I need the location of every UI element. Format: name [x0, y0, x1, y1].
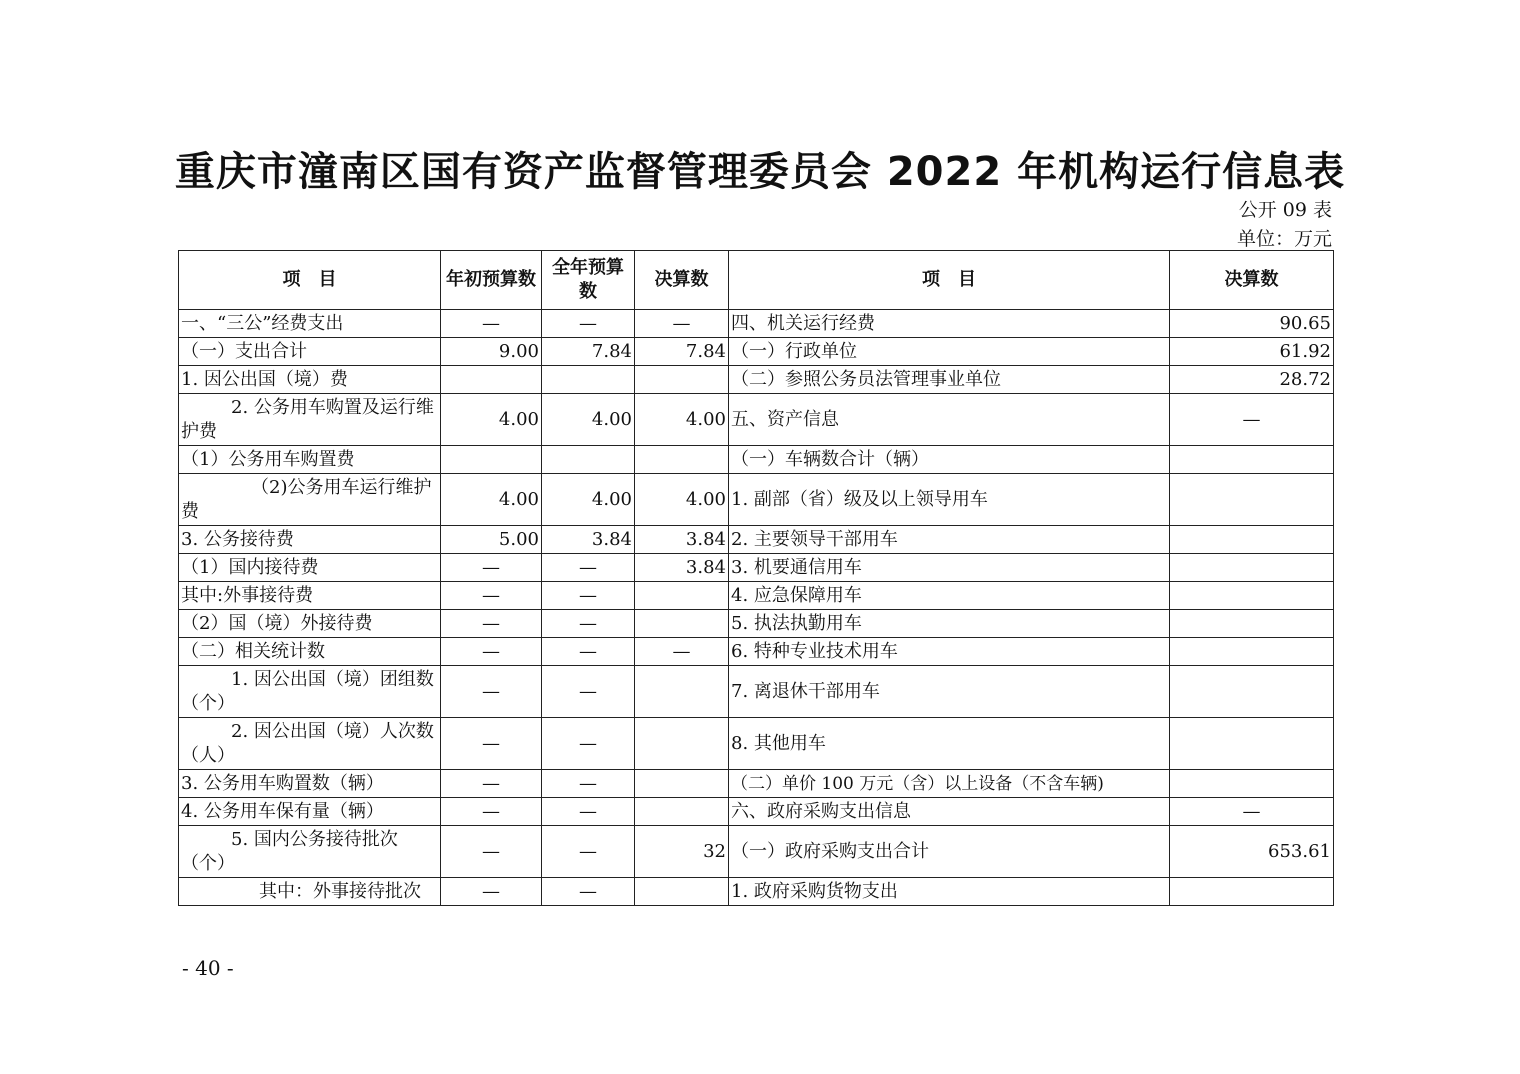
- annual-budget-cell: —: [542, 770, 635, 798]
- table-row: [179, 798, 1334, 826]
- table-row: [179, 770, 1334, 798]
- annual-budget-cell: [542, 366, 635, 394]
- final-amount-cell: [635, 582, 729, 610]
- right-item-label: 7. 离退休干部用车: [729, 666, 1170, 718]
- annual-budget-cell: —: [542, 310, 635, 338]
- table-row: [179, 526, 1334, 554]
- right-final-amount-cell: [1170, 638, 1334, 666]
- table-row: [179, 826, 1334, 878]
- row-label: （2)公务用车运行维护费: [179, 474, 441, 526]
- row-label: （1）公务用车购置费: [179, 446, 441, 474]
- right-item-label: 6. 特种专业技术用车: [729, 638, 1170, 666]
- final-amount-cell: [635, 798, 729, 826]
- initial-budget-cell: —: [441, 718, 542, 770]
- right-final-amount-cell: [1170, 610, 1334, 638]
- header-initial-budget: 年初预算数: [441, 251, 542, 310]
- row-label: 5. 国内公务接待批次（个）: [179, 826, 441, 878]
- final-amount-cell: 4.00: [635, 474, 729, 526]
- annual-budget-cell: —: [542, 798, 635, 826]
- right-final-amount-cell: —: [1170, 394, 1334, 446]
- page-title: 重庆市潼南区国有资产监督管理委员会 2022 年机构运行信息表: [174, 149, 1346, 195]
- table-row: [179, 446, 1334, 474]
- right-item-label: 5. 执法执勤用车: [729, 610, 1170, 638]
- initial-budget-cell: —: [441, 310, 542, 338]
- right-item-label: （二）参照公务员法管理事业单位: [729, 366, 1170, 394]
- right-final-amount-cell: [1170, 446, 1334, 474]
- annual-budget-cell: 7.84: [542, 338, 635, 366]
- annual-budget-cell: —: [542, 638, 635, 666]
- row-label: 1. 因公出国（境）费: [179, 366, 441, 394]
- right-final-amount-cell: [1170, 878, 1334, 906]
- row-label: 4. 公务用车保有量（辆）: [179, 798, 441, 826]
- table-row: [179, 310, 1334, 338]
- right-final-amount-cell: [1170, 666, 1334, 718]
- annual-budget-cell: —: [542, 878, 635, 906]
- initial-budget-cell: —: [441, 610, 542, 638]
- initial-budget-cell: 5.00: [441, 526, 542, 554]
- row-label: （二）相关统计数: [179, 638, 441, 666]
- final-amount-cell: 3.84: [635, 526, 729, 554]
- right-final-amount-cell: [1170, 582, 1334, 610]
- table-row: [179, 366, 1334, 394]
- annual-budget-cell: [542, 446, 635, 474]
- final-amount-cell: —: [635, 638, 729, 666]
- initial-budget-cell: 4.00: [441, 474, 542, 526]
- right-item-label: 2. 主要领导干部用车: [729, 526, 1170, 554]
- operation-info-table: [178, 250, 1334, 906]
- final-amount-cell: [635, 666, 729, 718]
- row-label: （一）支出合计: [179, 338, 441, 366]
- final-amount-cell: [635, 446, 729, 474]
- annual-budget-cell: 4.00: [542, 474, 635, 526]
- right-final-amount-cell: [1170, 718, 1334, 770]
- row-label: 3. 公务用车购置数（辆）: [179, 770, 441, 798]
- initial-budget-cell: 4.00: [441, 394, 542, 446]
- initial-budget-cell: —: [441, 798, 542, 826]
- header-final-amount-right: 决算数: [1170, 251, 1334, 310]
- initial-budget-cell: —: [441, 638, 542, 666]
- initial-budget-cell: —: [441, 666, 542, 718]
- header-item-right: 项 目: [729, 251, 1170, 310]
- annual-budget-cell: —: [542, 610, 635, 638]
- initial-budget-cell: —: [441, 878, 542, 906]
- final-amount-cell: [635, 770, 729, 798]
- annual-budget-cell: 3.84: [542, 526, 635, 554]
- right-item-label: 3. 机要通信用车: [729, 554, 1170, 582]
- final-amount-cell: 32: [635, 826, 729, 878]
- row-label: 1. 因公出国（境）团组数（个）: [179, 666, 441, 718]
- row-label: 3. 公务接待费: [179, 526, 441, 554]
- right-final-amount-cell: 61.92: [1170, 338, 1334, 366]
- table-row: [179, 554, 1334, 582]
- initial-budget-cell: —: [441, 770, 542, 798]
- right-item-label: 1. 政府采购货物支出: [729, 878, 1170, 906]
- table-row: [179, 338, 1334, 366]
- right-final-amount-cell: [1170, 554, 1334, 582]
- annual-budget-cell: 4.00: [542, 394, 635, 446]
- header-annual-budget: 全年预算数: [542, 251, 635, 310]
- final-amount-cell: 3.84: [635, 554, 729, 582]
- annual-budget-cell: —: [542, 666, 635, 718]
- page-number: - 40 -: [182, 956, 234, 980]
- row-label: 2. 公务用车购置及运行维护费: [179, 394, 441, 446]
- table-row: [179, 718, 1334, 770]
- row-label: 其中:外事接待费: [179, 582, 441, 610]
- initial-budget-cell: —: [441, 554, 542, 582]
- right-final-amount-cell: [1170, 526, 1334, 554]
- final-amount-cell: [635, 366, 729, 394]
- right-final-amount-cell: 90.65: [1170, 310, 1334, 338]
- header-item-left: 项 目: [179, 251, 441, 310]
- right-final-amount-cell: —: [1170, 798, 1334, 826]
- final-amount-cell: [635, 878, 729, 906]
- row-label: 一、“三公”经费支出: [179, 310, 441, 338]
- right-item-label: （一）政府采购支出合计: [729, 826, 1170, 878]
- final-amount-cell: 7.84: [635, 338, 729, 366]
- right-item-label: 4. 应急保障用车: [729, 582, 1170, 610]
- row-label: 2. 因公出国（境）人次数（人）: [179, 718, 441, 770]
- right-item-label: （一）车辆数合计（辆）: [729, 446, 1170, 474]
- table-row: [179, 878, 1334, 906]
- right-item-label: 8. 其他用车: [729, 718, 1170, 770]
- table-row: [179, 582, 1334, 610]
- initial-budget-cell: —: [441, 826, 542, 878]
- header-final-amount-left: 决算数: [635, 251, 729, 310]
- unit-label: 单位：万元: [1236, 228, 1332, 250]
- right-item-label: 四、机关运行经费: [729, 310, 1170, 338]
- right-item-label: （二）单价 100 万元（含）以上设备（不含车辆): [729, 770, 1170, 798]
- initial-budget-cell: —: [441, 582, 542, 610]
- form-number: 公开 09 表: [1238, 199, 1332, 221]
- table-row: [179, 394, 1334, 446]
- table-row: [179, 610, 1334, 638]
- final-amount-cell: —: [635, 310, 729, 338]
- right-final-amount-cell: [1170, 474, 1334, 526]
- right-final-amount-cell: 653.61: [1170, 826, 1334, 878]
- table-header-row: [179, 251, 1334, 310]
- final-amount-cell: [635, 718, 729, 770]
- initial-budget-cell: [441, 366, 542, 394]
- initial-budget-cell: 9.00: [441, 338, 542, 366]
- final-amount-cell: [635, 610, 729, 638]
- row-label: （1）国内接待费: [179, 554, 441, 582]
- annual-budget-cell: —: [542, 582, 635, 610]
- row-label: 其中：外事接待批次: [179, 878, 441, 906]
- table-row: [179, 638, 1334, 666]
- right-item-label: 五、资产信息: [729, 394, 1170, 446]
- annual-budget-cell: —: [542, 826, 635, 878]
- annual-budget-cell: —: [542, 554, 635, 582]
- row-label: （2）国（境）外接待费: [179, 610, 441, 638]
- right-item-label: （一）行政单位: [729, 338, 1170, 366]
- right-item-label: 六、政府采购支出信息: [729, 798, 1170, 826]
- final-amount-cell: 4.00: [635, 394, 729, 446]
- right-item-label: 1. 副部（省）级及以上领导用车: [729, 474, 1170, 526]
- annual-budget-cell: —: [542, 718, 635, 770]
- table-row: [179, 474, 1334, 526]
- table-row: [179, 666, 1334, 718]
- right-final-amount-cell: 28.72: [1170, 366, 1334, 394]
- initial-budget-cell: [441, 446, 542, 474]
- right-final-amount-cell: [1170, 770, 1334, 798]
